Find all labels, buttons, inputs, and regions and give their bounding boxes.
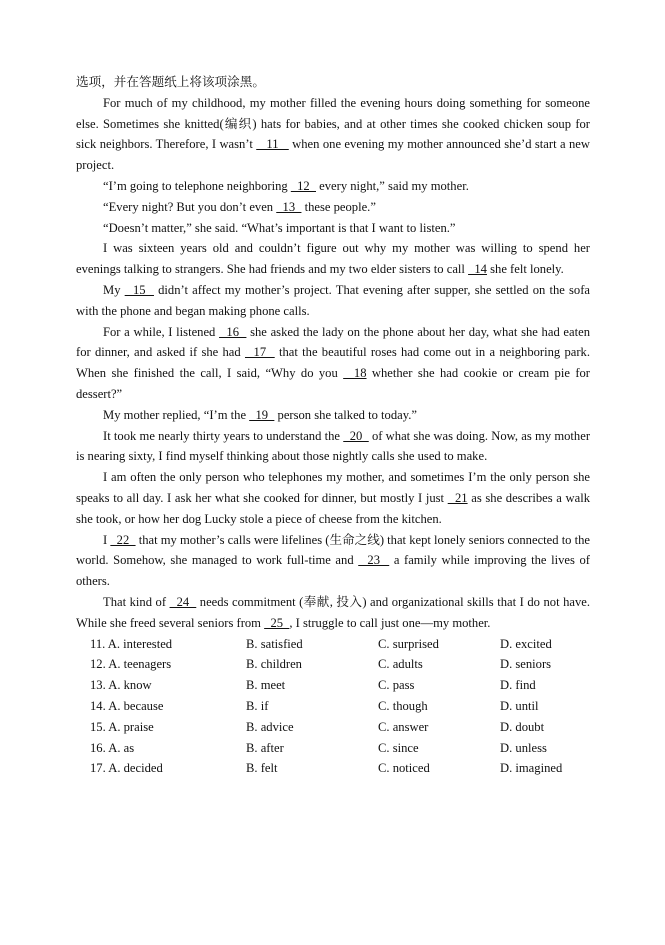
paragraph-p1 — [76, 93, 590, 176]
answer-blank: 20 — [343, 428, 369, 443]
option-text: A. decided — [108, 761, 163, 776]
answer-blank: 22 — [110, 532, 136, 547]
option-text: D. excited — [500, 636, 552, 651]
option-text: A. interested — [107, 636, 173, 651]
option-row — [76, 738, 590, 759]
option-text: A. as — [108, 740, 135, 755]
paragraph-p12 — [76, 592, 590, 634]
paragraph-p9 — [76, 426, 590, 468]
option-d — [500, 654, 590, 675]
paragraph-text: It took me nearly thirty years to understand the — [103, 428, 344, 443]
option-text: C. adults — [378, 657, 423, 672]
option-text: C. since — [378, 740, 419, 755]
paragraph-text: these people.” — [301, 199, 376, 214]
paragraph-text: , I struggle to call just one—my mother. — [289, 615, 491, 630]
option-text: B. advice — [246, 719, 294, 734]
answer-blank: 12 — [290, 178, 316, 193]
option-text: B. meet — [246, 678, 286, 693]
option-text: C. noticed — [378, 761, 430, 776]
paragraph-p2 — [76, 176, 590, 197]
paragraph-text: “Every night? But you don’t even — [103, 199, 277, 214]
option-a — [76, 675, 246, 696]
paragraph-text: My mother replied, “I’m the — [103, 407, 250, 422]
paragraph-text: whether she had cookie or cream pie for dessert?” — [76, 366, 590, 401]
paragraph-p5 — [76, 238, 590, 280]
paragraph-text: when one evening my mother announced she’d start a new project. — [76, 137, 590, 173]
paragraph-text: of what she was doing. Now, as my mother is nearing sixty, I find myself thinking about those nightly calls she used to make. — [76, 428, 591, 464]
paragraph-p11 — [76, 530, 590, 592]
option-text: B. children — [246, 657, 302, 672]
answer-blank: 19 — [249, 407, 275, 422]
option-text: C. surprised — [378, 636, 439, 651]
paragraph-text: That kind of — [103, 594, 170, 609]
paragraph-text: she asked the lady on the phone about her day, what she had eaten for dinner, and asked if she had — [76, 324, 590, 360]
paragraph-text: person she talked to today.” — [274, 407, 417, 422]
option-text: B. if — [246, 698, 269, 713]
option-d — [500, 717, 590, 738]
paragraph-text: “Doesn’t matter,” she said. “What’s important is that I want to listen.” — [103, 220, 456, 235]
option-text: A. praise — [108, 719, 154, 734]
option-text: A. because — [108, 698, 164, 713]
document-page — [76, 72, 590, 779]
option-b — [246, 654, 378, 675]
option-c — [378, 738, 500, 759]
question-number: 13. — [90, 678, 106, 693]
paragraph-text: For much of my childhood, my mother filled the evening hours doing something for someone else. Sometimes she knitted(编织) hats for babies, and at other times she cooked chicken soup for sick neighbors. Therefore, I wasn’t — [76, 95, 590, 152]
option-row — [76, 758, 590, 779]
paragraph-text: “I’m going to telephone neighboring — [103, 178, 291, 193]
option-b — [246, 717, 378, 738]
option-b — [246, 738, 378, 759]
paragraph-text: I am often the only person who telephones my mother, and sometimes I’m the only person she speaks to all day. I ask her what she cooked for dinner, but mostly I just — [76, 470, 590, 505]
question-number: 16. — [90, 740, 106, 755]
answer-blank: 23 — [358, 553, 390, 568]
paragraph-p3 — [76, 197, 590, 218]
option-a — [76, 758, 246, 779]
option-c — [378, 634, 500, 655]
paragraph-text: as she describes a walk she took, or how her dog Lucky stole a piece of cheese from the kitchen. — [76, 490, 591, 526]
option-text: D. until — [500, 698, 539, 713]
option-a — [76, 696, 246, 717]
option-text: B. after — [246, 740, 284, 755]
paragraph-text: didn’t affect my mother’s project. That evening after supper, she settled on the sofa with the phone and began making phone calls. — [76, 282, 590, 318]
paragraph-text: every night,” said my mother. — [316, 178, 469, 193]
answer-blank: 18 — [343, 366, 367, 381]
option-text: B. satisfied — [246, 636, 303, 651]
option-a — [76, 738, 246, 759]
option-text: D. seniors — [500, 657, 552, 672]
option-text: B. felt — [246, 761, 278, 776]
option-text: D. unless — [500, 740, 547, 755]
option-b — [246, 675, 378, 696]
paragraph-text: I — [103, 532, 111, 547]
answer-blank: 17 — [244, 345, 275, 360]
answer-blank: 25 — [264, 615, 290, 630]
paragraph-text: needs commitment (奉献, 投入) and organizational skills that I do not have. While she freed several seniors from — [76, 594, 591, 630]
paragraph-p7 — [76, 322, 590, 405]
answer-blank: 16 — [219, 324, 247, 339]
option-text: D. doubt — [500, 719, 545, 734]
option-a — [76, 717, 246, 738]
option-b — [246, 634, 378, 655]
passage — [76, 93, 590, 634]
question-number: 15. — [90, 719, 106, 734]
option-text: D. imagined — [500, 761, 563, 776]
answer-blank: 11 — [256, 137, 289, 152]
answer-blank: 24 — [169, 594, 197, 609]
paragraph-text: she felt lonely. — [486, 262, 564, 277]
option-c — [378, 696, 500, 717]
question-number: 11. — [90, 636, 106, 651]
option-text: A. teenagers — [108, 657, 172, 672]
option-row — [76, 654, 590, 675]
option-d — [500, 634, 590, 655]
question-number: 12. — [90, 657, 106, 672]
option-b — [246, 758, 378, 779]
option-c — [378, 758, 500, 779]
paragraph-text: I was sixteen years old and couldn’t figure out why my mother was willing to spend her evenings talking to strangers. She had friends and my two elder sisters to call — [76, 241, 590, 277]
question-number: 14. — [90, 698, 106, 713]
paragraph-text: For a while, I listened — [103, 324, 220, 339]
paragraph-p10 — [76, 467, 590, 529]
option-a — [76, 654, 246, 675]
option-text: D. find — [500, 678, 536, 693]
option-row — [76, 675, 590, 696]
question-number: 17. — [90, 761, 106, 776]
option-text: C. though — [378, 698, 428, 713]
option-row — [76, 717, 590, 738]
option-c — [378, 717, 500, 738]
answer-blank: 15 — [124, 282, 154, 297]
option-d — [500, 758, 590, 779]
option-text: C. pass — [378, 678, 415, 693]
answer-blank: 14 — [468, 262, 487, 277]
paragraph-text: a family while improving the lives of others. — [76, 553, 591, 589]
paragraph-text: that my mother’s calls were lifelines (生命之线) that kept lonely seniors connected to the world. Somehow, she managed to work full-time and — [76, 532, 591, 568]
instruction-line: 选项，并在答题纸上将该项涂黑。 — [76, 75, 265, 89]
paragraph-text: that the beautiful roses had come out in a neighboring park. When she finished the call, I said, “Why do you — [76, 345, 591, 381]
paragraph-p6 — [76, 280, 590, 322]
option-text: C. answer — [378, 719, 429, 734]
paragraph-p8 — [76, 405, 590, 426]
answer-blank: 21 — [447, 490, 468, 505]
answer-blank: 13 — [276, 199, 302, 214]
option-a — [76, 634, 246, 655]
option-c — [378, 675, 500, 696]
option-d — [500, 696, 590, 717]
option-d — [500, 675, 590, 696]
option-row — [76, 634, 590, 655]
paragraph-text: My — [103, 282, 125, 297]
option-c — [378, 654, 500, 675]
option-d — [500, 738, 590, 759]
options-list — [76, 634, 590, 780]
paragraph-p4 — [76, 218, 590, 239]
option-b — [246, 696, 378, 717]
option-row — [76, 696, 590, 717]
option-text: A. know — [108, 678, 152, 693]
